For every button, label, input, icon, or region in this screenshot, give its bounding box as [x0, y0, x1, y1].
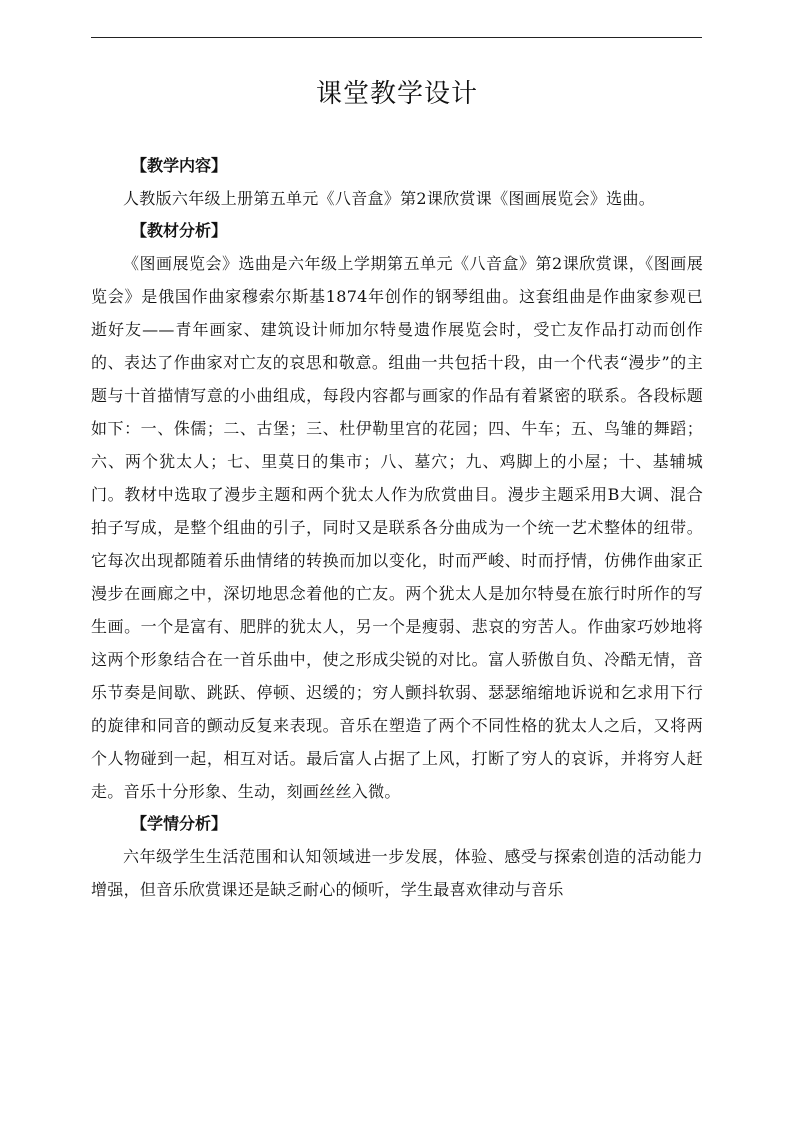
paragraph-textbook-analysis: 《图画展览会》选曲是六年级上学期第五单元《八音盒》第2课欣赏课，《图画展览会》是俄国作曲家穆索尔斯基1874年创作的钢琴组曲。这套组曲是作曲家参观已逝好友——青年画家、建筑设计师加尔特曼遗作展览会时，受亡友作品打动而创作的、表达了作曲家对亡友的哀思和敬意。组曲一共包括十段，由一个代表“漫步”的主题与十首描情写意的小曲组成，每段内容都与画家的作品有着紧密的联系。各段标题如下：一、侏儒；二、古堡；三、杜伊勒里宫的花园；四、牛车；五、鸟雏的舞蹈；六、两个犹太人；七、里莫日的集市；八、墓穴；九、鸡脚上的小屋；十、基辅城门。教材中选取了漫步主题和两个犹太人作为欣赏曲目。漫步主题采用B大调、混合拍子写成，是整个组曲的引子，同时又是联系各分曲成为一个统一艺术整体的纽带。它每次出现都随着乐曲情绪的转换而加以变化，时而严峻、时而抒情，仿佛作曲家正漫步在画廊之中，深切地思念着他的亡友。两个犹太人是加尔特曼在旅行时所作的写生画。一个是富有、肥胖的犹太人，另一个是瘦弱、悲哀的穷苦人。作曲家巧妙地将这两个形象结合在一首乐曲中，使之形成尖锐的对比。富人骄傲自负、冷酷无情，音乐节奏是间歇、跳跃、停顿、迟缓的；穷人颤抖软弱、瑟瑟缩缩地诉说和乞求用下行的旋律和同音的颤动反复来表现。音乐在塑造了两个不同性格的犹太人之后，又将两个人物碰到一起，相互对话。最后富人占据了上风，打断了穷人的哀诉，并将穷人赶走。音乐十分形象、生动，刻画丝丝入微。 [91, 254, 703, 801]
section-heading-teaching-content: 【教学内容】 [131, 156, 228, 175]
header-rule [91, 37, 702, 38]
page-title: 课堂教学设计 [315, 79, 478, 109]
section-heading-student-analysis: 【学情分析】 [131, 814, 228, 833]
paragraph-student-analysis: 六年级学生生活范围和认知领域进一步发展，体验、感受与探索创造的活动能力增强，但音乐欣赏课还是缺乏耐心的倾听，学生最喜欢律动与音乐 [91, 847, 703, 899]
section-heading-textbook-analysis: 【教材分析】 [131, 221, 228, 240]
document-body [91, 150, 703, 906]
paragraph-teaching-content: 人教版六年级上册第五单元《八音盒》第2课欣赏课《图画展览会》选曲。 [123, 189, 656, 208]
